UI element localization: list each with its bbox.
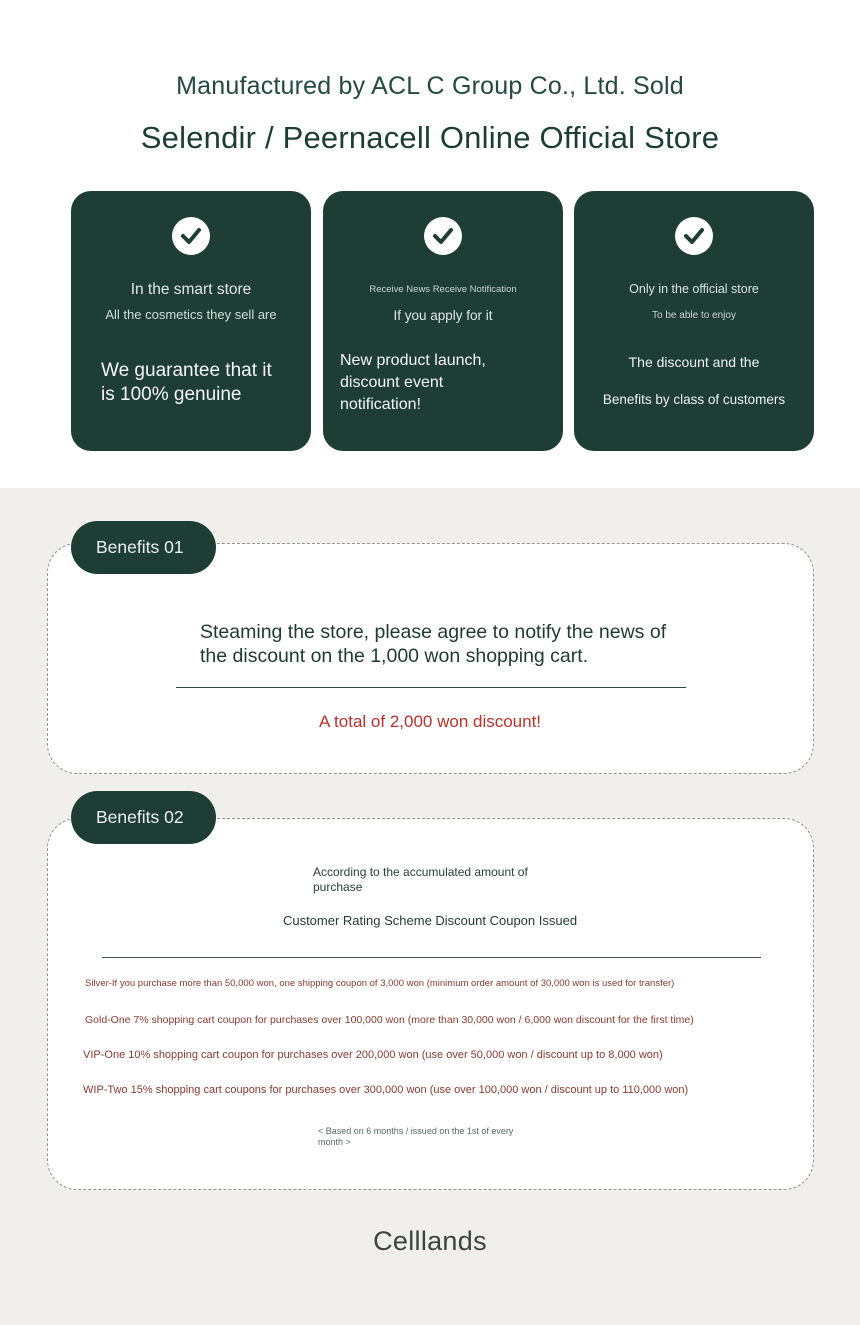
card-line-3: The discount and the: [628, 354, 760, 370]
check-circle-icon: [424, 217, 462, 255]
card-highlight: New product launch, discount event notification!: [340, 352, 486, 413]
benefit-02-intro: According to the accumulated amount of purchase: [313, 865, 528, 894]
divider: [102, 957, 761, 958]
store-intro-section: [0, 0, 860, 488]
check-circle-icon: [172, 217, 210, 255]
tier-vip: VIP-One 10% shopping cart coupon for purchases over 200,000 won (use over 50,000 won / discount up to 8,000 won): [83, 1049, 663, 1061]
genuine-guarantee-card: [71, 191, 311, 451]
benefit-02-badge: Benefits 02: [71, 791, 216, 844]
benefit-02-subtitle: Customer Rating Scheme Discount Coupon Issued: [282, 913, 578, 928]
card-line-4: Benefits by class of customers: [602, 392, 786, 407]
customer-class-card: [574, 191, 814, 451]
tier-silver: Silver-If you purchase more than 50,000 won, one shipping coupon of 3,000 won (minimum order amount of 30,000 won is used for transfer): [85, 978, 675, 989]
benefit-01-badge: Benefits 01: [71, 521, 216, 574]
tier-gold: Gold-One 7% shopping cart coupon for purchases over 100,000 won (more than 30,000 won / 6,000 won discount for the first time): [85, 1014, 694, 1026]
card-line-2: All the cosmetics they sell are: [105, 307, 277, 322]
benefit-01-description: Steaming the store, please agree to notify the news of the discount on the 1,000 won shopping cart.: [200, 621, 667, 667]
card-line-1: In the smart store: [130, 281, 252, 298]
check-circle-icon: [675, 217, 713, 255]
card-highlight: We guarantee that it is 100% genuine: [101, 360, 272, 405]
card-line-1: Only in the official store: [629, 282, 759, 296]
card-line-2: If you apply for it: [393, 308, 493, 323]
benefit-02-note: < Based on 6 months / issued on the 1st of every month >: [318, 1126, 514, 1147]
tier-wip: WIP-Two 15% shopping cart coupons for purchases over 300,000 won (use over 100,000 won / discount up to 110,000 won): [83, 1084, 689, 1096]
benefit-01-total: A total of 2,000 won discount!: [318, 712, 542, 731]
notification-card: [323, 191, 563, 451]
brand-name: Celllands: [373, 1226, 487, 1256]
card-line-2: To be able to enjoy: [652, 310, 736, 321]
card-line-1: Receive News Receive Notification: [369, 284, 517, 295]
manufacturer-line: Manufactured by ACL C Group Co., Ltd. Sold: [176, 72, 684, 100]
divider: [176, 687, 686, 688]
store-title: Selendir / Peernacell Online Official Store: [140, 120, 720, 155]
